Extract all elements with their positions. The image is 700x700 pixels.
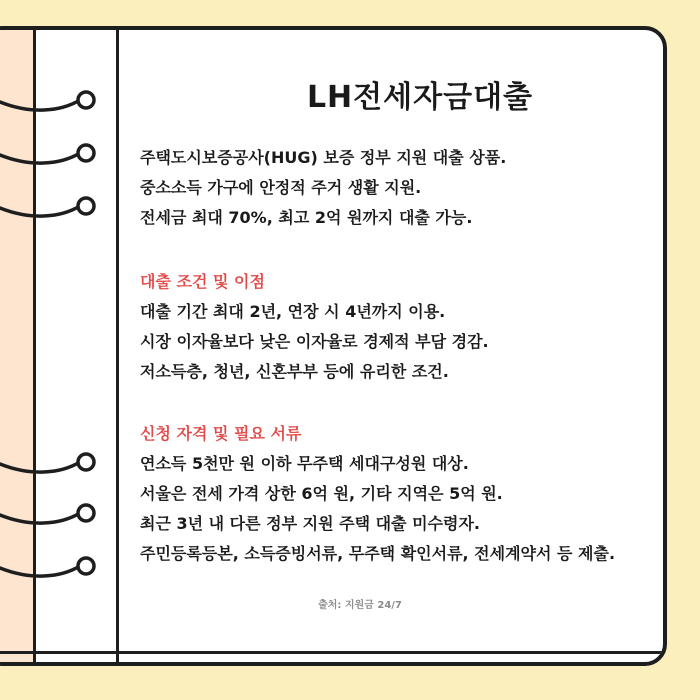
- intro-line: 중소소득 가구에 안정적 주거 생활 지원.: [140, 178, 422, 197]
- condition-line: 시장 이자율보다 낮은 이자율로 경제적 부담 경감.: [140, 332, 489, 351]
- bottom-line: [0, 651, 663, 654]
- eligibility-line: 서울은 전세 가격 상한 6억 원, 기타 지역은 5억 원.: [140, 484, 503, 503]
- content-body: [140, 143, 660, 569]
- spiral-ring-icon: [0, 194, 110, 224]
- section-heading-eligibility: 신청 자격 및 필요 서류: [140, 424, 302, 443]
- condition-line: 저소득층, 청년, 신혼부부 등에 유리한 조건.: [140, 362, 449, 381]
- page-title: LH전세자금대출: [306, 80, 534, 115]
- margin-line-right: [116, 30, 119, 662]
- spiral-ring-icon: [0, 141, 110, 171]
- spiral-ring-icon: [0, 501, 110, 531]
- condition-line: 대출 기간 최대 2년, 연장 시 4년까지 이용.: [140, 302, 446, 321]
- spiral-ring-icon: [0, 450, 110, 480]
- spiral-ring-icon: [0, 88, 110, 118]
- intro-line: 주택도시보증공사(HUG) 보증 정부 지원 대출 상품.: [140, 148, 507, 167]
- eligibility-line: 연소득 5천만 원 이하 무주택 세대구성원 대상.: [140, 454, 469, 473]
- eligibility-line: 최근 3년 내 다른 정부 지원 주택 대출 미수령자.: [140, 514, 480, 533]
- intro-line: 전세금 최대 70%, 최고 2억 원까지 대출 가능.: [140, 208, 473, 227]
- eligibility-line: 주민등록등본, 소득증빙서류, 무주택 확인서류, 전세계약서 등 제출.: [140, 544, 616, 563]
- spiral-ring-icon: [0, 554, 110, 584]
- source-caption: 출처: 지원금 24/7: [318, 600, 402, 611]
- section-heading-conditions: 대출 조건 및 이점: [140, 272, 265, 291]
